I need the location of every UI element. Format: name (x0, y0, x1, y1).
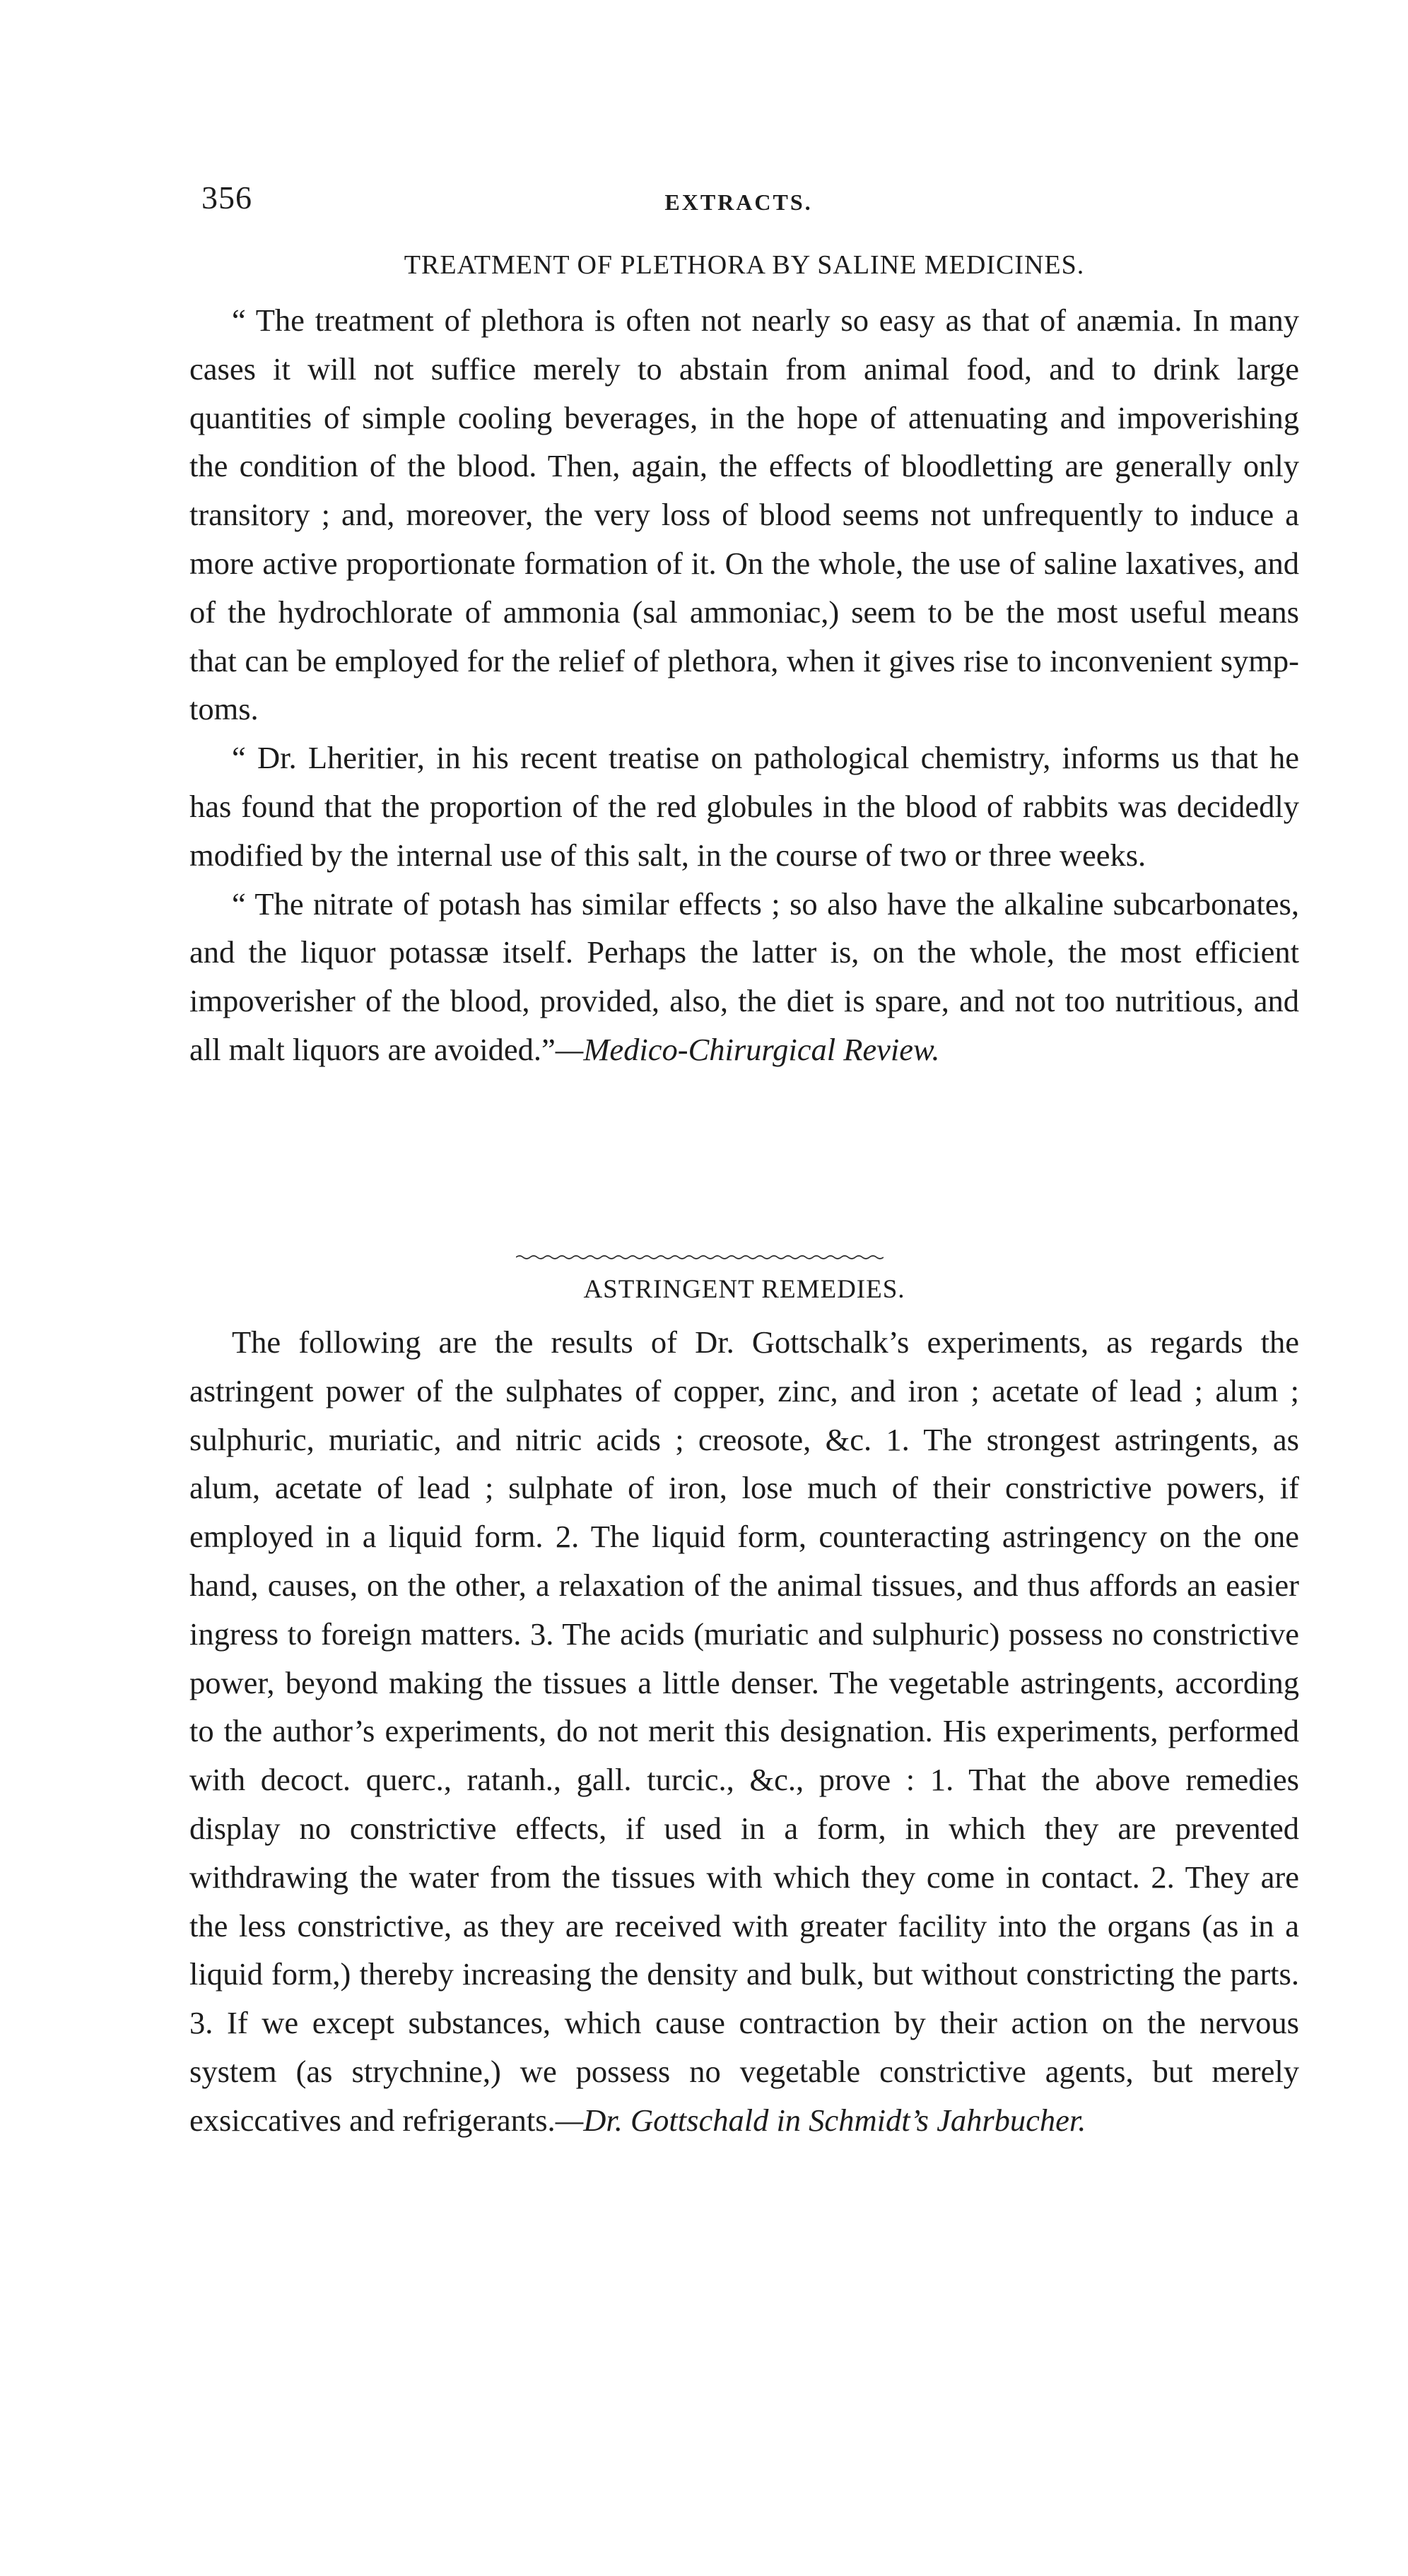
article-astringent-remedies (189, 1269, 1299, 2145)
wavy-divider (516, 1254, 884, 1260)
paragraph-text: The following are the results of Dr. Gottschalk’s experiments, as regards the astringent power of the sulphates of copper, zinc, and iron ; acetate of lead ; alum ; sulphuric, muriatic, and nitric acids ; creosote, &c. 1. The strongest astringents, as alum, acetate of lead ; sulphate of iron, lose much of their constrictive powers, if employed in a liquid form. 2. The liquid form, counteracting astringency on the one hand, causes, on the other, a relaxation of the animal tissues, and thus affords an easier ingress to foreign matters. 3. The acids (muriatic and sulphuric) possess no constrictive power, beyond making the tissues a little denser. The vegetable astringents, according to the author’s experiments, do not merit this designation. His experiments, performed with decoct. querc., ratanh., gall. turcic., &c., prove : 1. That the above remedies display no constrictive effects, if used in a form, in which they are prevented withdrawing the water from the tissues with which they come in contact. 2. They are the less constrictive, as they are received with greater facility into the organs (as in a liquid form,) thereby increasing the density and bulk, but without constricting the parts. 3. If we except substances, which cause contraction by their action on the nervous system (as strychnine,) we possess no vegetable constrictive agents, but merely exsiccatives and refrigerants. (189, 1324, 1299, 2138)
source-citation: —Dr. Gottschald in Schmidt’s Jahrbucher. (555, 2102, 1086, 2138)
article-plethora (189, 244, 1299, 1074)
paragraph-text: “ The nitrate of potash has similar effects ; so also have the alkaline subcarbonates, and the liquor potassæ itself. Perhaps the latter is, on the whole, the most efficient impoverisher of the blood, provided, also, the diet is spare, and not too nutritious, and all malt liquors are avoided.” (189, 886, 1299, 1067)
page-number: 356 (201, 180, 252, 216)
paragraph: “ Dr. Lheritier, in his recent treatise on pathological chemistry, informs us that he has found that the proportion of the red globules in the blood of rabbits was decidedly modified by the internal use of this salt, in the course of two or three weeks. (189, 740, 1299, 873)
source-citation: —Medico-Chirurgical Review. (555, 1031, 940, 1067)
paragraph: “ The treatment of plethora is often not nearly so easy as that of anæmia. In many cases it will not suffice merely to abstain from animal food, and to drink large quantities of simple cooling beverages, in the hope of attenuating and impoverishing the condition of the blood. Then, again, the effects of bloodletting are generally only transitory ; and, moreover, the very loss of blood seems not unfrequently to induce a more active proportionate formation of it. On the whole, the use of saline laxatives, and of the hydrochlorate of ammonia (sal ammoniac,) seem to be the most useful means that can be employed for the relief of plethora, when it gives rise to inconvenient symptoms. (189, 302, 1299, 727)
page-header (201, 177, 1276, 226)
article-title: ASTRINGENT REMEDIES. (583, 1275, 905, 1304)
paragraph (189, 880, 1299, 1074)
running-head: EXTRACTS. (664, 189, 813, 215)
paragraph (189, 1318, 1299, 2145)
article-title: TREATMENT OF PLETHORA BY SALINE MEDICINES. (404, 250, 1085, 280)
